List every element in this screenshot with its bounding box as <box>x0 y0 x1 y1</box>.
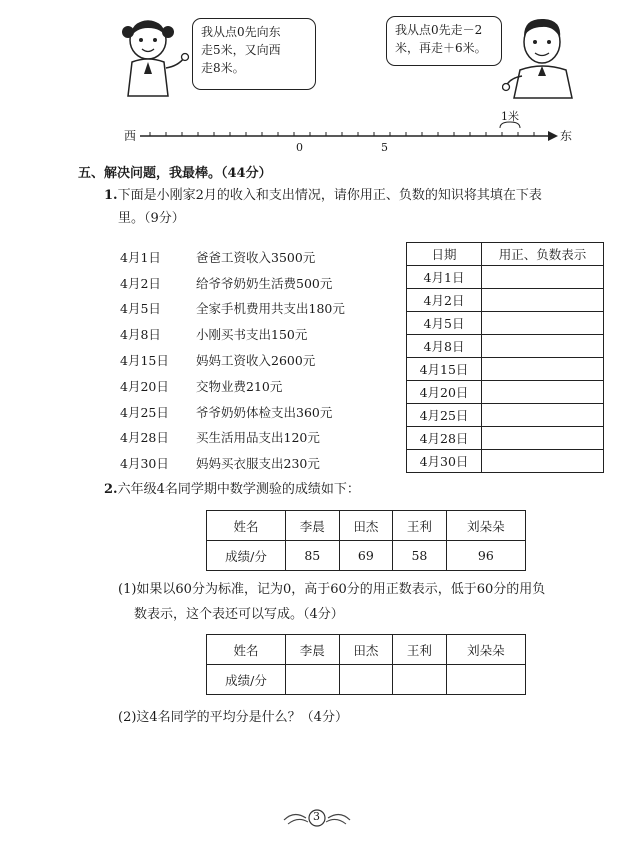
date-cell: 4月25日 <box>407 404 482 427</box>
header-cell: 王利 <box>393 635 447 665</box>
sub-question-text: (1)如果以60分为标准，记为0，高于60分的用正数表示，低于60分的用负 <box>118 582 546 597</box>
answer-cell[interactable] <box>482 381 604 404</box>
list-item <box>120 296 390 322</box>
table-row <box>407 289 604 312</box>
header-cell: 刘朵朵 <box>446 635 525 665</box>
question-2 <box>104 478 360 501</box>
list-item <box>120 321 390 347</box>
date-cell: 4月5日 <box>407 312 482 335</box>
list-item-date: 4月2日 <box>120 275 161 291</box>
sub-question-1 <box>118 578 608 626</box>
answer-cell[interactable] <box>482 358 604 381</box>
list-item <box>120 244 390 270</box>
unit-label: 1米 <box>501 110 519 123</box>
header-cell: 姓名 <box>207 511 286 541</box>
arrow-right-icon <box>548 131 558 141</box>
answer-cell[interactable] <box>446 665 525 695</box>
answer-cell[interactable] <box>393 665 447 695</box>
date-cell: 4月1日 <box>407 266 482 289</box>
answer-cell[interactable] <box>482 404 604 427</box>
question-text: 里。（9分） <box>118 211 185 226</box>
score-cell: 69 <box>339 541 393 571</box>
table-row <box>407 312 604 335</box>
score-table <box>206 510 526 571</box>
table-header-date: 日期 <box>407 243 482 266</box>
date-cell: 4月20日 <box>407 381 482 404</box>
list-item-desc: 给爷爷奶奶生活费500元 <box>196 275 333 291</box>
table-row <box>407 427 604 450</box>
list-item-date: 4月30日 <box>120 456 169 472</box>
west-label: 西 <box>124 129 137 143</box>
table-row <box>407 358 604 381</box>
left-bubble-line: 走8米。 <box>201 61 245 75</box>
record-table <box>406 242 604 473</box>
list-item-date: 4月1日 <box>120 249 161 265</box>
section-title: 五、解决问题，我最棒。（44分） <box>78 166 272 181</box>
list-item-desc: 交物业费210元 <box>196 378 283 394</box>
answer-cell[interactable] <box>482 450 604 473</box>
score-cell: 58 <box>393 541 447 571</box>
answer-cell[interactable] <box>482 312 604 335</box>
list-item-date: 4月28日 <box>120 430 169 446</box>
right-bubble-line: 米，再走＋6米。 <box>395 41 487 55</box>
date-cell: 4月30日 <box>407 450 482 473</box>
table-header-value: 用正、负数表示 <box>482 243 604 266</box>
list-item-date: 4月25日 <box>120 404 169 420</box>
list-item-desc: 爷爷奶奶体检支出360元 <box>196 404 333 420</box>
date-cell: 4月28日 <box>407 427 482 450</box>
list-item-desc: 妈妈工资收入2600元 <box>196 353 316 369</box>
date-cell: 4月15日 <box>407 358 482 381</box>
date-cell: 4月2日 <box>407 289 482 312</box>
date-cell: 4月8日 <box>407 335 482 358</box>
question-text: 六年级4名同学期中数学测验的成绩如下： <box>117 482 360 497</box>
list-item <box>120 425 390 451</box>
table-row <box>407 335 604 358</box>
rewrite-table <box>206 634 526 695</box>
header-cell: 王利 <box>393 511 447 541</box>
income-expense-list <box>120 244 390 476</box>
list-item <box>120 347 390 373</box>
list-item-date: 4月5日 <box>120 301 161 317</box>
score-label: 成绩/分 <box>207 541 286 571</box>
list-item <box>120 270 390 296</box>
score-cell: 85 <box>286 541 340 571</box>
tick-label-5: 5 <box>381 141 388 154</box>
left-bubble-line: 走5米，又向西 <box>201 43 281 57</box>
header-cell: 李晨 <box>286 635 340 665</box>
list-item-date: 4月15日 <box>120 353 169 369</box>
number-line <box>0 0 634 160</box>
table-row <box>407 450 604 473</box>
list-item-desc: 爸爸工资收入3500元 <box>196 249 316 265</box>
list-item-desc: 买生活用品支出120元 <box>196 430 320 446</box>
list-item <box>120 373 390 399</box>
header-cell: 刘朵朵 <box>446 511 525 541</box>
list-item <box>120 399 390 425</box>
header-cell: 姓名 <box>207 635 286 665</box>
answer-cell[interactable] <box>482 427 604 450</box>
list-item <box>120 450 390 476</box>
sub-question-2: (2)这4名同学的平均分是什么？（4分） <box>118 710 348 725</box>
sub-question-text: 数表示，这个表还可以写成。（4分） <box>134 607 344 622</box>
table-row <box>407 266 604 289</box>
answer-cell[interactable] <box>286 665 340 695</box>
left-bubble-line: 我从点0先向东 <box>201 25 281 39</box>
page-number: 3 <box>313 810 320 823</box>
list-item-desc: 小刚买书支出150元 <box>196 327 308 343</box>
answer-cell[interactable] <box>482 289 604 312</box>
east-label: 东 <box>560 129 573 143</box>
list-item-date: 4月20日 <box>120 378 169 394</box>
answer-cell[interactable] <box>482 335 604 358</box>
header-cell: 田杰 <box>339 511 393 541</box>
question-number: 1. <box>104 188 118 203</box>
right-bubble-line: 我从点0先走－2 <box>395 23 483 37</box>
question-1 <box>104 184 604 230</box>
question-number: 2. <box>104 482 118 497</box>
page-footer <box>282 806 352 830</box>
answer-cell[interactable] <box>339 665 393 695</box>
score-label: 成绩/分 <box>207 665 286 695</box>
tick-label-0: 0 <box>296 141 303 154</box>
table-row <box>407 404 604 427</box>
table-row <box>407 381 604 404</box>
list-item-date: 4月8日 <box>120 327 161 343</box>
list-item-desc: 全家手机费用共支出180元 <box>196 301 345 317</box>
list-item-desc: 妈妈买衣服支出230元 <box>196 456 320 472</box>
header-cell: 田杰 <box>339 635 393 665</box>
answer-cell[interactable] <box>482 266 604 289</box>
header-cell: 李晨 <box>286 511 340 541</box>
score-cell: 96 <box>446 541 525 571</box>
question-text: 下面是小刚家2月的收入和支出情况，请你用正、负数的知识将其填在下表 <box>117 188 542 203</box>
